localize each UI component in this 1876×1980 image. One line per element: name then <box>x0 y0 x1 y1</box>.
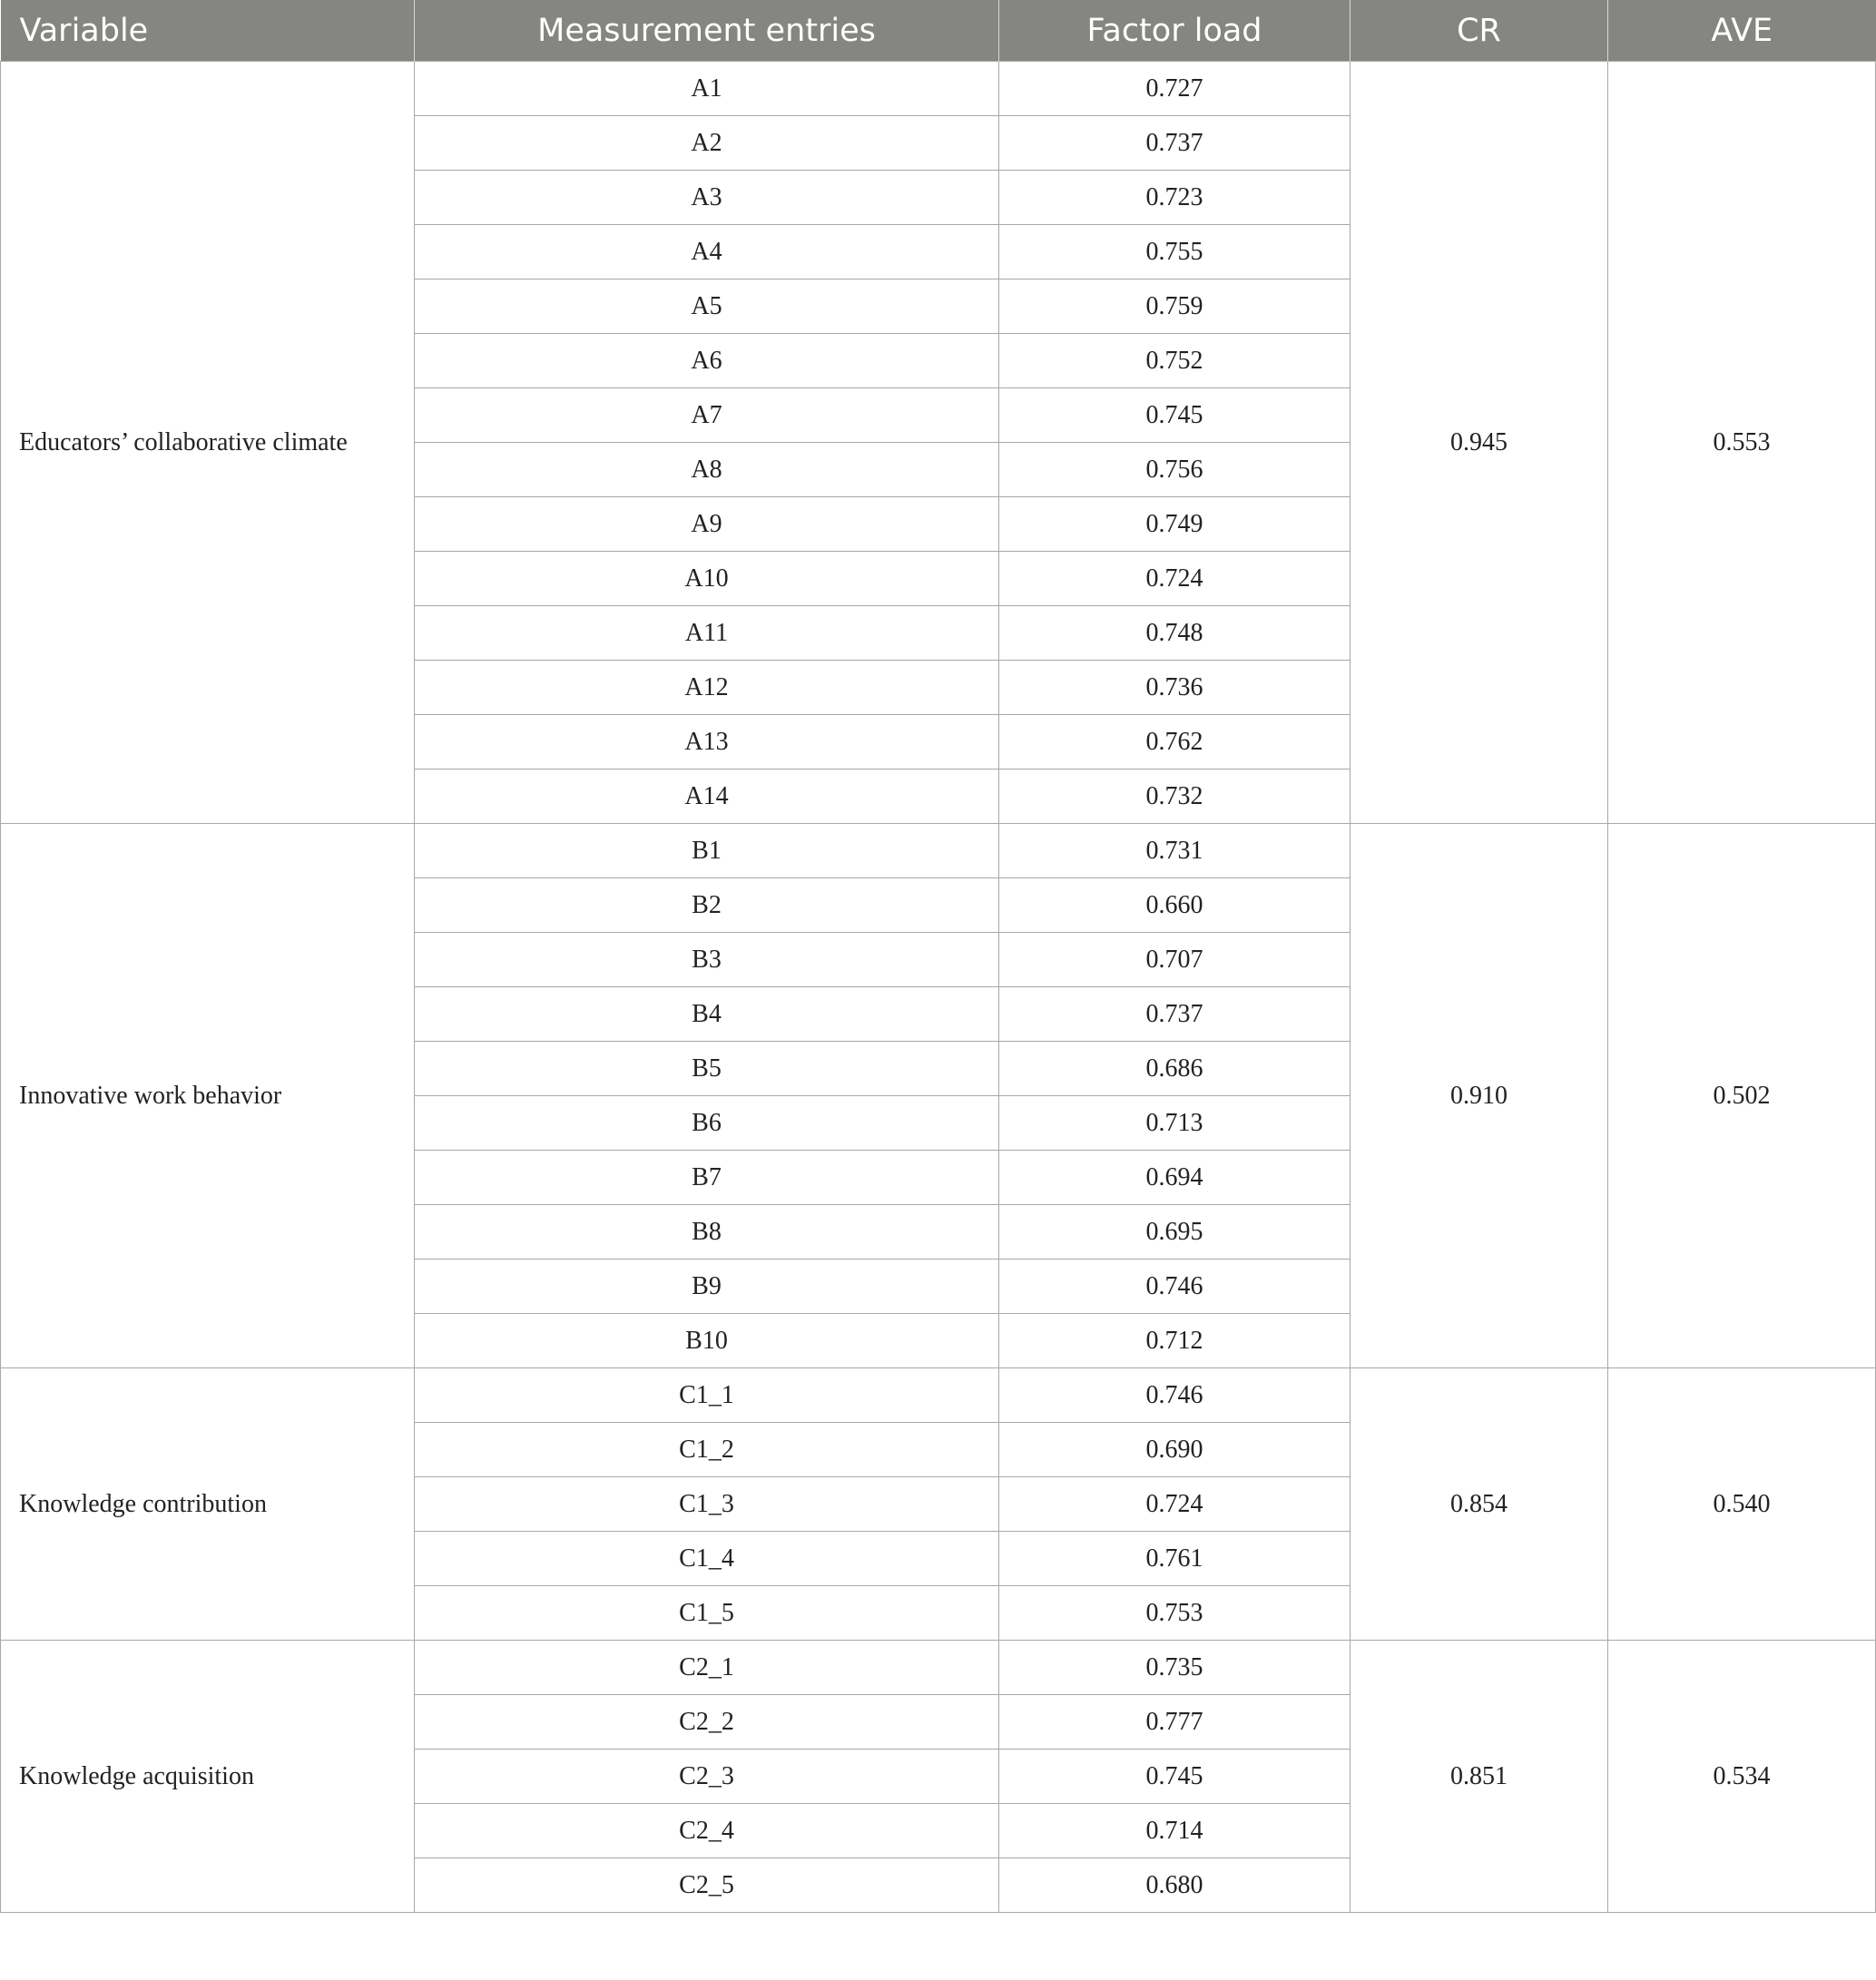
header-cr: CR <box>1351 0 1608 62</box>
factor-load-cell: 0.686 <box>999 1042 1351 1096</box>
measurement-entry-cell: B6 <box>415 1096 999 1151</box>
factor-load-cell: 0.759 <box>999 279 1351 334</box>
header-ave: AVE <box>1608 0 1876 62</box>
measurement-entry-cell: B5 <box>415 1042 999 1096</box>
factor-load-cell: 0.736 <box>999 661 1351 715</box>
variable-cell: Educators’ collaborative climate <box>1 62 415 824</box>
measurement-entry-cell: C2_5 <box>415 1858 999 1913</box>
factor-load-cell: 0.712 <box>999 1314 1351 1368</box>
measurement-entry-cell: B7 <box>415 1151 999 1205</box>
measurement-entry-cell: A6 <box>415 334 999 388</box>
factor-load-cell: 0.737 <box>999 116 1351 171</box>
measurement-entry-cell: B9 <box>415 1260 999 1314</box>
measurement-entry-cell: A10 <box>415 552 999 606</box>
factor-load-cell: 0.753 <box>999 1586 1351 1641</box>
table-row <box>1 824 1876 878</box>
factor-load-cell: 0.660 <box>999 878 1351 933</box>
table-row <box>1 1641 1876 1695</box>
measurement-entry-cell: A14 <box>415 769 999 824</box>
measurement-entry-cell: B3 <box>415 933 999 987</box>
measurement-entry-cell: B4 <box>415 987 999 1042</box>
measurement-entry-cell: C1_5 <box>415 1586 999 1641</box>
measurement-entry-cell: A5 <box>415 279 999 334</box>
table-row <box>1 1368 1876 1423</box>
measurement-entry-cell: A8 <box>415 443 999 497</box>
factor-load-cell: 0.690 <box>999 1423 1351 1477</box>
measurement-entry-cell: C2_3 <box>415 1750 999 1804</box>
ave-cell: 0.502 <box>1608 824 1876 1368</box>
cr-cell: 0.854 <box>1351 1368 1608 1641</box>
factor-load-cell: 0.752 <box>999 334 1351 388</box>
measurement-entry-cell: B2 <box>415 878 999 933</box>
factor-load-cell: 0.714 <box>999 1804 1351 1858</box>
factor-load-cell: 0.724 <box>999 552 1351 606</box>
variable-cell: Innovative work behavior <box>1 824 415 1368</box>
factor-load-cell: 0.732 <box>999 769 1351 824</box>
table-row <box>1 62 1876 116</box>
factor-load-cell: 0.777 <box>999 1695 1351 1750</box>
variable-cell: Knowledge acquisition <box>1 1641 415 1913</box>
measurement-entry-cell: B1 <box>415 824 999 878</box>
measurement-entry-cell: C2_4 <box>415 1804 999 1858</box>
measurement-entry-cell: C1_2 <box>415 1423 999 1477</box>
factor-load-cell: 0.735 <box>999 1641 1351 1695</box>
header-row <box>1 0 1876 62</box>
ave-cell: 0.553 <box>1608 62 1876 824</box>
measurement-entry-cell: C2_1 <box>415 1641 999 1695</box>
measurement-entry-cell: A3 <box>415 171 999 225</box>
ave-cell: 0.534 <box>1608 1641 1876 1913</box>
measurement-entry-cell: A12 <box>415 661 999 715</box>
factor-load-cell: 0.724 <box>999 1477 1351 1532</box>
factor-load-cell: 0.745 <box>999 1750 1351 1804</box>
measurement-entry-cell: A2 <box>415 116 999 171</box>
factor-load-cell: 0.746 <box>999 1368 1351 1423</box>
header-factor-load: Factor load <box>999 0 1351 62</box>
measurement-entry-cell: C2_2 <box>415 1695 999 1750</box>
factor-load-cell: 0.756 <box>999 443 1351 497</box>
factor-load-cell: 0.748 <box>999 606 1351 661</box>
header-measurement-entries: Measurement entries <box>415 0 999 62</box>
factor-load-cell: 0.694 <box>999 1151 1351 1205</box>
measurement-entry-cell: C1_3 <box>415 1477 999 1532</box>
factor-load-cell: 0.749 <box>999 497 1351 552</box>
cr-cell: 0.945 <box>1351 62 1608 824</box>
variable-cell: Knowledge contribution <box>1 1368 415 1641</box>
factor-load-cell: 0.723 <box>999 171 1351 225</box>
factor-load-cell: 0.755 <box>999 225 1351 279</box>
measurement-entry-cell: A4 <box>415 225 999 279</box>
table-body <box>1 62 1876 1913</box>
factor-load-cell: 0.695 <box>999 1205 1351 1260</box>
measurement-entry-cell: B10 <box>415 1314 999 1368</box>
measurement-entry-cell: A11 <box>415 606 999 661</box>
cr-cell: 0.851 <box>1351 1641 1608 1913</box>
factor-load-cell: 0.737 <box>999 987 1351 1042</box>
factor-load-cell: 0.762 <box>999 715 1351 769</box>
measurement-entry-cell: C1_1 <box>415 1368 999 1423</box>
measurement-entry-cell: A9 <box>415 497 999 552</box>
factor-load-cell: 0.727 <box>999 62 1351 116</box>
factor-load-cell: 0.713 <box>999 1096 1351 1151</box>
table-header <box>1 0 1876 62</box>
header-variable: Variable <box>1 0 415 62</box>
factor-load-cell: 0.746 <box>999 1260 1351 1314</box>
factor-load-cell: 0.707 <box>999 933 1351 987</box>
measurement-entry-cell: A13 <box>415 715 999 769</box>
cr-cell: 0.910 <box>1351 824 1608 1368</box>
factor-load-cell: 0.680 <box>999 1858 1351 1913</box>
ave-cell: 0.540 <box>1608 1368 1876 1641</box>
factor-load-cell: 0.731 <box>999 824 1351 878</box>
measurement-entry-cell: B8 <box>415 1205 999 1260</box>
factor-load-cell: 0.745 <box>999 388 1351 443</box>
measurement-entry-cell: A7 <box>415 388 999 443</box>
measurement-entry-cell: A1 <box>415 62 999 116</box>
measurement-entry-cell: C1_4 <box>415 1532 999 1586</box>
factor-load-cell: 0.761 <box>999 1532 1351 1586</box>
